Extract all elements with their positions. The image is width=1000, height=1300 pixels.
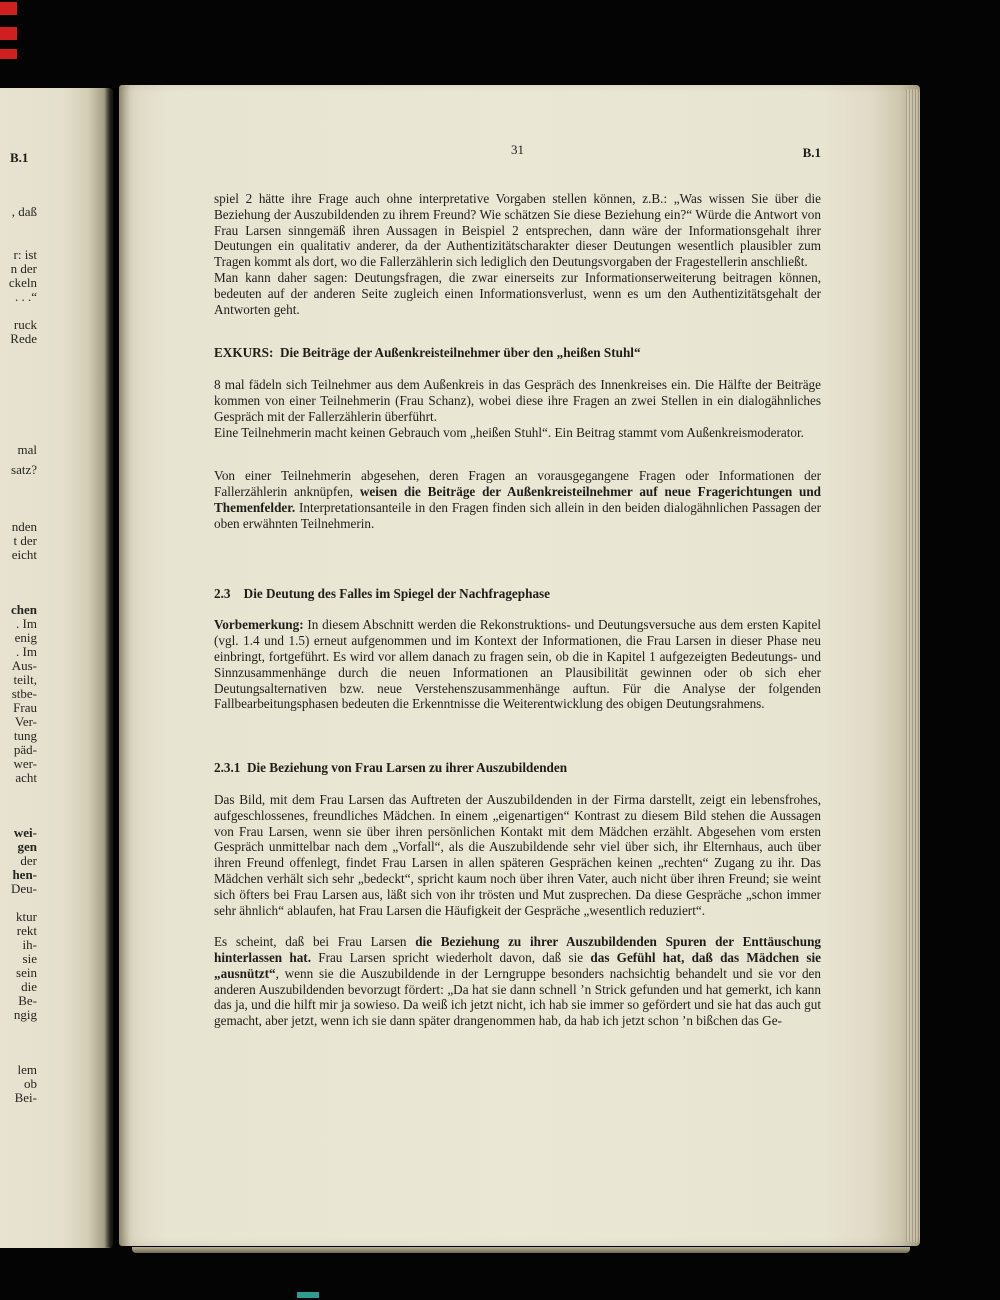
left-page-fragment: Be- (18, 993, 37, 1008)
left-page-fragment: der (20, 853, 37, 868)
paragraph: Das Bild, mit dem Frau Larsen das Auftreten der Auszubildenden in der Firma darstellt, zeigt ein lebensfrohes, aufgeschlossenes, freundliches Mädchen. In einem „eigenartigen“ Kontrast zu diesem Bild stehen die Aussagen von Frau Larsen, wenn sie über ihren persönlichen Kontakt mit dem Mädchen erzählt. Abgesehen vom ersten Gespräch unmittelbar nach dem „Vorfall“, als die Auszubildende sehr viel über sich, ihr Elternhaus, auch über ihren Freund offenlegt, findet Frau Larsen in allen späteren Gesprächen keinen „rechten“ Zugang zu ihr. Das Mädchen verhält sich sehr „bedeckt“, spricht kaum noch über ihren Vater, auch nicht über ihren Freund; sie weint sich öfters bei Frau Larsen aus, läßt sich von ihr trösten und Mut zusprechen. Da diese Gespräche „schon immer sehr ähnlich“ ablaufen, hat Frau Larsen die Häufigkeit der Gespräche „wesentlich reduziert“. (214, 791, 821, 918)
left-page-fragment: Bei- (14, 1090, 37, 1105)
left-page-fragment: hen- (12, 867, 37, 882)
left-page-fragment: teilt, (13, 672, 37, 687)
left-page-fragment: Aus- (11, 658, 37, 673)
left-page-fragment: wei- (13, 825, 37, 840)
left-page-section-label: B.1 (10, 150, 29, 165)
left-page-fragments (0, 88, 113, 1248)
page-header (214, 142, 821, 160)
paragraph: Eine Teilnehmerin macht keinen Gebrauch vom „heißen Stuhl“. Ein Beitrag stammt vom Außenkreismoderator. (214, 424, 804, 440)
left-page-fragment: , daß (11, 204, 37, 219)
left-page-fragment: t der (13, 533, 37, 548)
left-page-fragment: die (21, 979, 37, 994)
left-page-fragment: rekt (16, 923, 37, 938)
left-page-fragment: tung (13, 728, 37, 743)
section-label: B.1 (802, 145, 821, 160)
left-page-fragment: enig (14, 630, 37, 645)
left-page-fragment: ih- (22, 937, 37, 952)
left-page (0, 88, 113, 1248)
left-page-fragment: lem (17, 1062, 37, 1077)
left-page-fragment: sein (16, 965, 37, 980)
left-page-fragment: nden (11, 519, 37, 534)
left-page-fragment: . . .“ (14, 289, 37, 304)
left-page-fragment: satz? (11, 462, 37, 477)
page-number: 31 (511, 142, 524, 157)
red-tab-marker (0, 2, 17, 15)
left-page-fragment: Ver- (14, 714, 37, 729)
heading: 2.3.1 Die Beziehung von Frau Larsen zu ihrer Auszubildenden (214, 760, 568, 776)
left-page-fragment: ob (24, 1076, 37, 1091)
heading: 2.3 Die Deutung des Falles im Spiegel der Nachfragephase (214, 585, 551, 601)
right-page (119, 85, 920, 1246)
red-tab-marker (0, 27, 17, 40)
left-page-fragment: . Im (16, 644, 37, 659)
paragraph: Vorbemerkung: In diesem Abschnitt werden die Rekonstruktions- und Deutungsversuche aus dem ersten Kapitel (vgl. 1.4 und 1.5) erneut aufgenommen und im Kontext der Informationen, die Frau Larsen in dieser Phase neu einbringt, fortgeführt. Es wird vor allem danach zu fragen sein, ob die in Kapitel 1 aufgezeigten Bedeutungs- und Sinnzusammenhänge durch die neuen Informationen an Plausibilität gewinnen oder ob sich eher Deutungsalternativen bzw. neue Verstehenszusammenhänge auftun. Für die Analyse der folgenden Fallbearbeitungsphasen bedeuten die Erkenntnisse die Weiterentwicklung des obigen Deutungsrahmens. (214, 617, 821, 712)
left-page-fragment: acht (15, 770, 37, 785)
heading: EXKURS: Die Beiträge der Außenkreisteilnehmer über den „heißen Stuhl“ (214, 345, 641, 361)
left-page-fragment: n der (10, 261, 37, 276)
paragraph: Es scheint, daß bei Frau Larsen die Beziehung zu ihrer Auszubildenden Spuren der Enttäuschung hinterlassen hat. Frau Larsen spricht wiederholt davon, daß sie das Gefühl hat, daß das Mädchen sie „ausnützt“, wenn sie die Auszubildende in der Lerngruppe besonders nachsichtig behandelt und sie vor den anderen Auszubildenden bevorzugt fördert: „Da hat sie dann schnell ’n Strick gefunden und hat gemerkt, ich kann das ja, und die hilft mir ja sowieso. Da weiß ich jetzt nicht, ich hab sie immer so gefördert und sie hat das auch gut gemacht, aber jetzt, wenn ich sie dann später drangenommen hab, da hab ich jetzt schon ’n bißchen das Ge- (214, 934, 822, 1029)
text-body (214, 191, 821, 1029)
left-page-fragment: ngig (13, 1007, 37, 1022)
paragraph: 8 mal fädeln sich Teilnehmer aus dem Außenkreis in das Gespräch des Innenkreises ein. Die Hälfte der Beiträge kommen von einer Teilnehmerin (Frau Schanz), wobei diese ihre Fragen an zwei Stellen in ein dialogähnliches Gespräch mit der Fallerzählerin überführt. (214, 377, 821, 424)
paragraph: spiel 2 hätte ihre Frage auch ohne interpretative Vorgaben stellen können, z.B.: „Was wissen Sie über die Beziehung der Auszubildenden zu ihrem Freund? Wie schätzen Sie diese Beziehung ein?“ Würde die Antwort von Frau Larsen sinngemäß ihren Aussagen in Beispiel 2 entsprechen, dann wäre der Informationsgehalt ihrer Deutungen ein qualitativ anderer, da der Authentizitätscharakter dieser Deutungen wesentlich plausibler zum Tragen kommt als dort, wo die Fallerzählerin sich lediglich den Deutungsvorgaben der Fragestellerin anschließt. (214, 191, 821, 270)
left-page-fragment: Frau (13, 700, 37, 715)
left-page-fragment: mal (17, 442, 37, 457)
left-page-fragment: Rede (10, 331, 37, 346)
left-page-fragment: ckeln (8, 275, 37, 290)
left-page-fragment: eicht (11, 547, 37, 562)
left-page-fragment: stbe- (11, 686, 37, 701)
paragraph: Von einer Teilnehmerin abgesehen, deren Fragen an vorausgegangene Fragen oder Informationen der Fallerzählerin anknüpfen, weisen die Beiträge der Außenkreisteilnehmer auf neue Fragerichtungen und Themenfelder. Interpretationsanteile in den Fragen finden sich allein in den beiden dialogähnlichen Passagen der oben erwähnten Teilnehmerin. (214, 468, 821, 531)
left-page-fragment: chen (11, 602, 37, 617)
teal-mark (297, 1292, 319, 1298)
left-page-fragment: gen (17, 839, 37, 854)
page-stack-bottom-edge (132, 1247, 910, 1253)
left-page-fragment: . Im (16, 616, 37, 631)
left-page-fragment: wer- (13, 756, 37, 771)
left-page-fragment: Deu- (11, 881, 37, 896)
left-page-fragment: ktur (16, 909, 37, 924)
paragraph: Man kann daher sagen: Deutungsfragen, die zwar einerseits zur Informationserweiterung beitragen können, bedeuten auf der anderen Seite zugleich einen Informationsverlust, wenn es um den Authentizitätsgehalt der Antworten geht. (214, 269, 821, 317)
left-page-fragment: sie (22, 951, 37, 966)
left-page-fragment: r: ist (13, 247, 37, 262)
page-stack-edge (906, 89, 920, 1242)
left-page-fragment: ruck (13, 317, 37, 332)
red-tab-marker (0, 49, 17, 59)
left-page-fragment: päd- (13, 742, 37, 757)
